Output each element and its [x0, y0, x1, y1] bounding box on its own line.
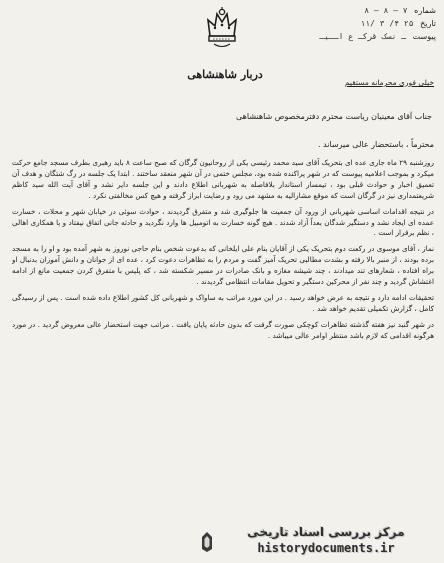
letter-body [12, 158, 434, 525]
court-title: دربار شاهنشاهی [187, 68, 263, 81]
pahlavi-crown-emblem-icon [204, 6, 240, 50]
urgency-note: خیلی فوری محرمانه مستقیم [344, 78, 434, 87]
date-label: تاریخ [420, 19, 436, 28]
date-row [286, 17, 436, 30]
recipient-line: جناب آقای معینیان ریاست محترم دفترمخصوص شاهنشاهی [236, 112, 432, 121]
watermark-url[interactable]: historydocuments.ir [257, 541, 395, 555]
paragraph: روزشنبه ۲۹ ماه جاری عده ای بتحریک آقای سید محمد رئیسی یکی از روحانیون گرگان که صبح ساعت ۸ باید رهبری بطرف مسجد جامع حرکت میکرد و بموجب اعلامیه پیوست که در شهر پراکنده شده بود، مجلس ختمی در آن شهر منعقد ساختند . ابتدا یک جلسه در رگ شتگان و هدف آن تعمیق اخبار و حوادث قبلی بود ، تیمسار استاندار بلافاصله به شهربانی اطلاع دادند و این جلسه دایر نشد و آقای آیت الله سید کاظم شریعتمداری نیز در گرگان است که موقع مشارالیه به مشهد می رود و رضایت ابراز گرفته و هیچ کس مخالفتی نکرد . [12, 158, 434, 200]
paragraph: در شهر گنبد نیز هفته گذشته تظاهرات کوچکی صورت گرفت که بدون حادثه پایان یافت . مراتب جهت استحضار عالی معروض گردید . در مورد هرگونه اقدامی که لازم باشد منتظر اوامر عالی میباشد . [12, 319, 434, 340]
letter-metadata [286, 4, 436, 43]
attachment-value: ـ نسک قرکـ ع اــیـ [319, 32, 407, 41]
archive-logo-icon [200, 531, 214, 553]
watermark-name: مرکز بررسی اسناد تاریخی [247, 525, 405, 539]
archive-watermark [215, 525, 437, 559]
attachment-label: پیوست [412, 32, 436, 41]
number-row [286, 4, 436, 17]
paragraph: در نتیجه اقدامات اساسی شهربانی از ورود آن جمعیت ها جلوگیری شد و متفرق گردیدند ، حوادث سوئی در خیابان شهر و محلات ، خسارت عمده ای ایجاد نشد و دستگیر شدگان بعداً آزاد شدند . هیچ گونه خسارت به اتومبیل ها وارد نگردید و حادثه جانی اتفاق نیفتاد و با همکاری اهالی ، نظم برقرار است . [12, 206, 434, 238]
paragraph: نماز ، آقای موسوی در رکعت دوم بتحریک یکی از آقایان بنام علی ایلخانی که بدعوت شخص بنام حاجی نوروز به شهر آمده بود و او را به مسجد برده بودند ، از منبر بالا رفته و بشدت مطالبی تحریک آمیز گفت و مردم را به تظاهرات دعوت کرد ، عده ای از جوانان و دانش آموزان بدنبال او براه افتاده ، شعارهای تند میدادند ، چند شیشه مغازه و بانک صادرات در مسیر شکسته شد ، که پلیس با متفرق کردن جمعیت مانع از ادامه اغتشاش گردید و چند نفر از محرکین دستگیر و تحویل مقامات انتظامی گردیدند . [12, 244, 434, 287]
date-value: ۲۵ ۴/ ۳ /۱۱ [360, 19, 414, 28]
number-label: شماره [414, 6, 436, 15]
attachment-row [286, 30, 436, 43]
paragraph: تحقیقات ادامه دارد و نتیجه به عرض خواهد رسید . در این مورد مراتب به ساواک و شهربانی کل کشور اطلاع داده شده است . پس از رسیدگی کامل ، گزارش تکمیلی تقدیم خواهد شد . [12, 292, 434, 313]
number-value: ۷ — ۸ — ۸ [364, 6, 408, 15]
salutation: محترماً ، باستحضار عالی میرساند . [317, 140, 434, 149]
